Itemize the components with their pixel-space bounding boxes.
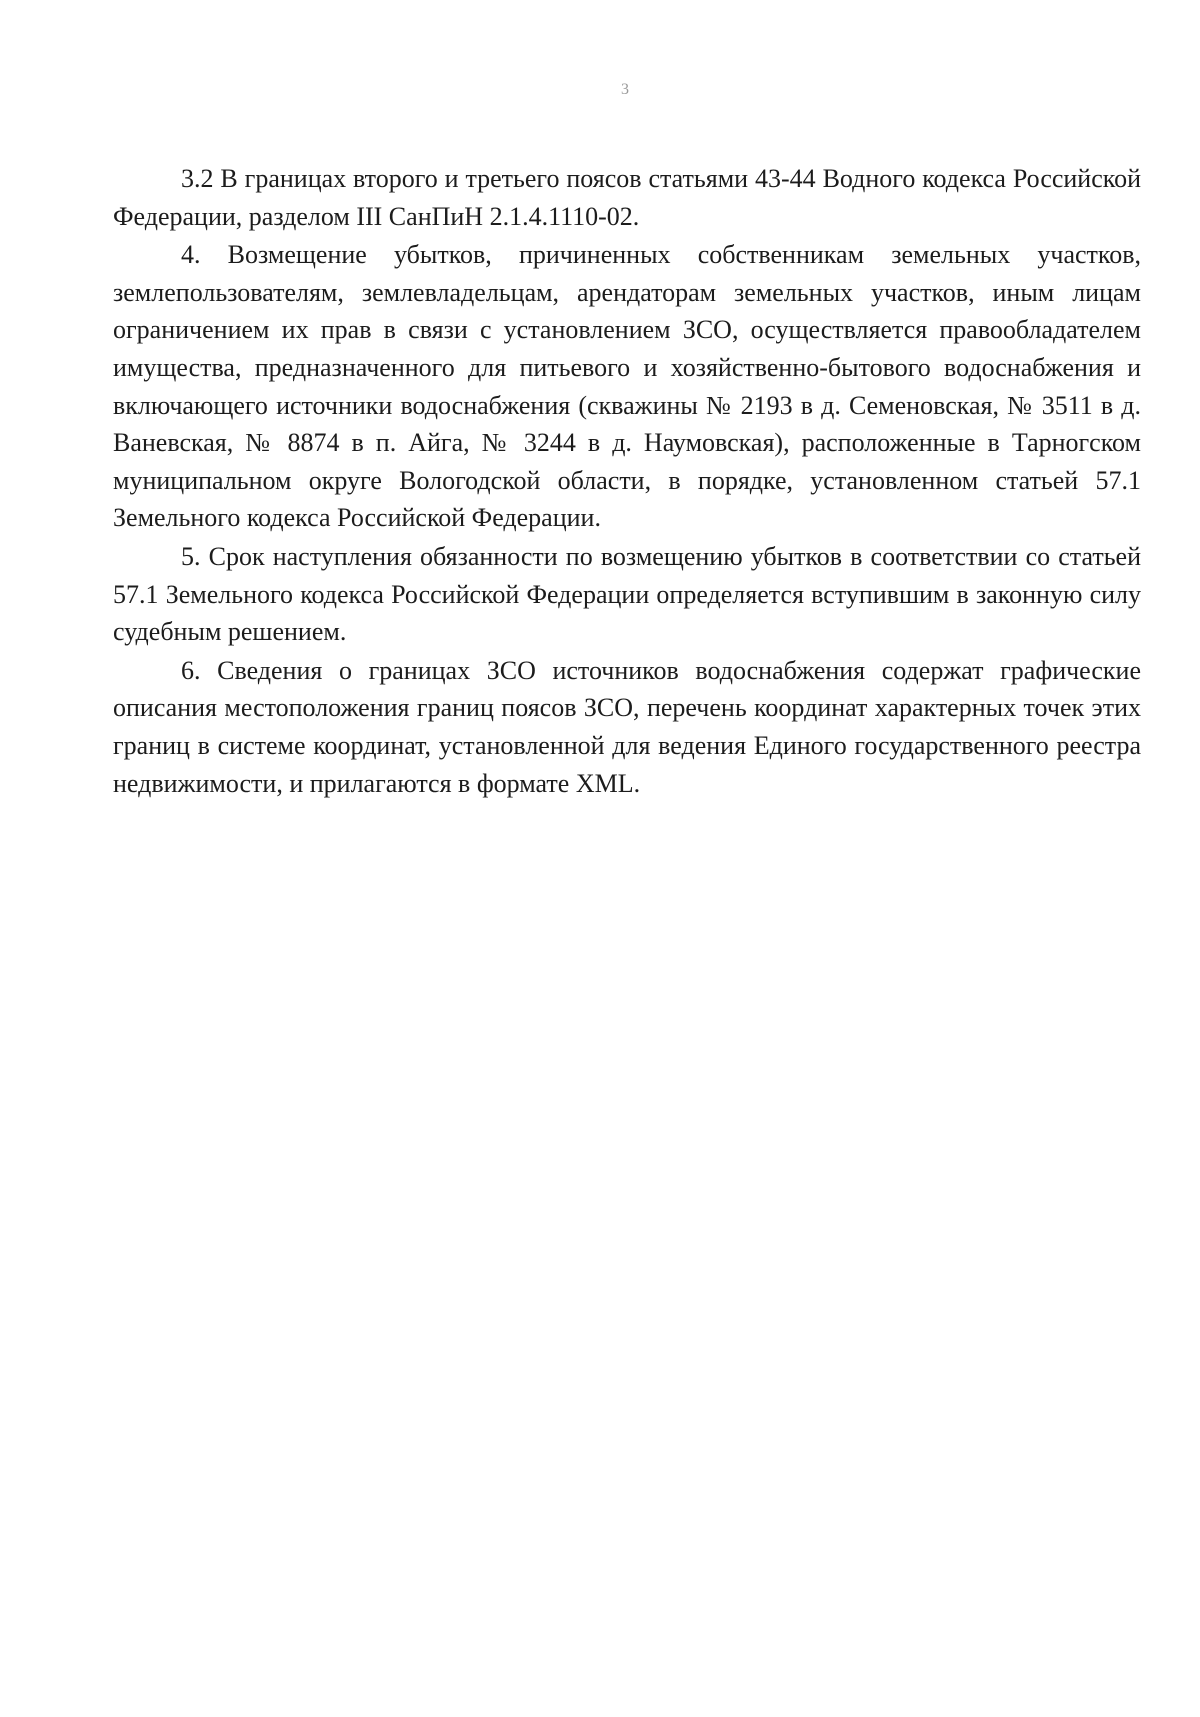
paragraph-5: 5. Срок наступления обязанности по возмещению убытков в соответствии со статьей 57.1 Земельного кодекса Российской Федерации определяется вступившим в законную силу судебным решением.: [113, 541, 1141, 647]
paragraph-6: 6. Сведения о границах ЗСО источников водоснабжения содержат графические описания местоположения границ поясов ЗСО, перечень координат характерных точек этих границ в системе координат, установленной для ведения Единого государственного реестра недвижимости, и прилагаются в формате XML.: [113, 655, 1141, 798]
page-number: 3: [621, 81, 629, 98]
paragraph-4: 4. Возмещение убытков, причиненных собственникам земельных участков, землепользователям, землевладельцам, арендаторам земельных участков, иным лицам ограничением их прав в связи с установлением ЗСО, осуществляется правообладателем имущества, предназначенного для питьевого и хозяйственно-бытового водоснабжения и включающего источники водоснабжения (скважины № 2193 в д. Семеновская, № 3511 в д. Ваневская, № 8874 в п. Айга, № 3244 в д. Наумовская), расположенные в Тарногском муниципальном округе Вологодской области, в порядке, установленном статьей 57.1 Земельного кодекса Российской Федерации.: [113, 240, 1141, 533]
document-body: [113, 160, 1141, 803]
paragraph-3-2: 3.2 В границах второго и третьего поясов статьями 43-44 Водного кодекса Российской Федерации, разделом III СанПиН 2.1.4.1110-02.: [113, 164, 1141, 231]
